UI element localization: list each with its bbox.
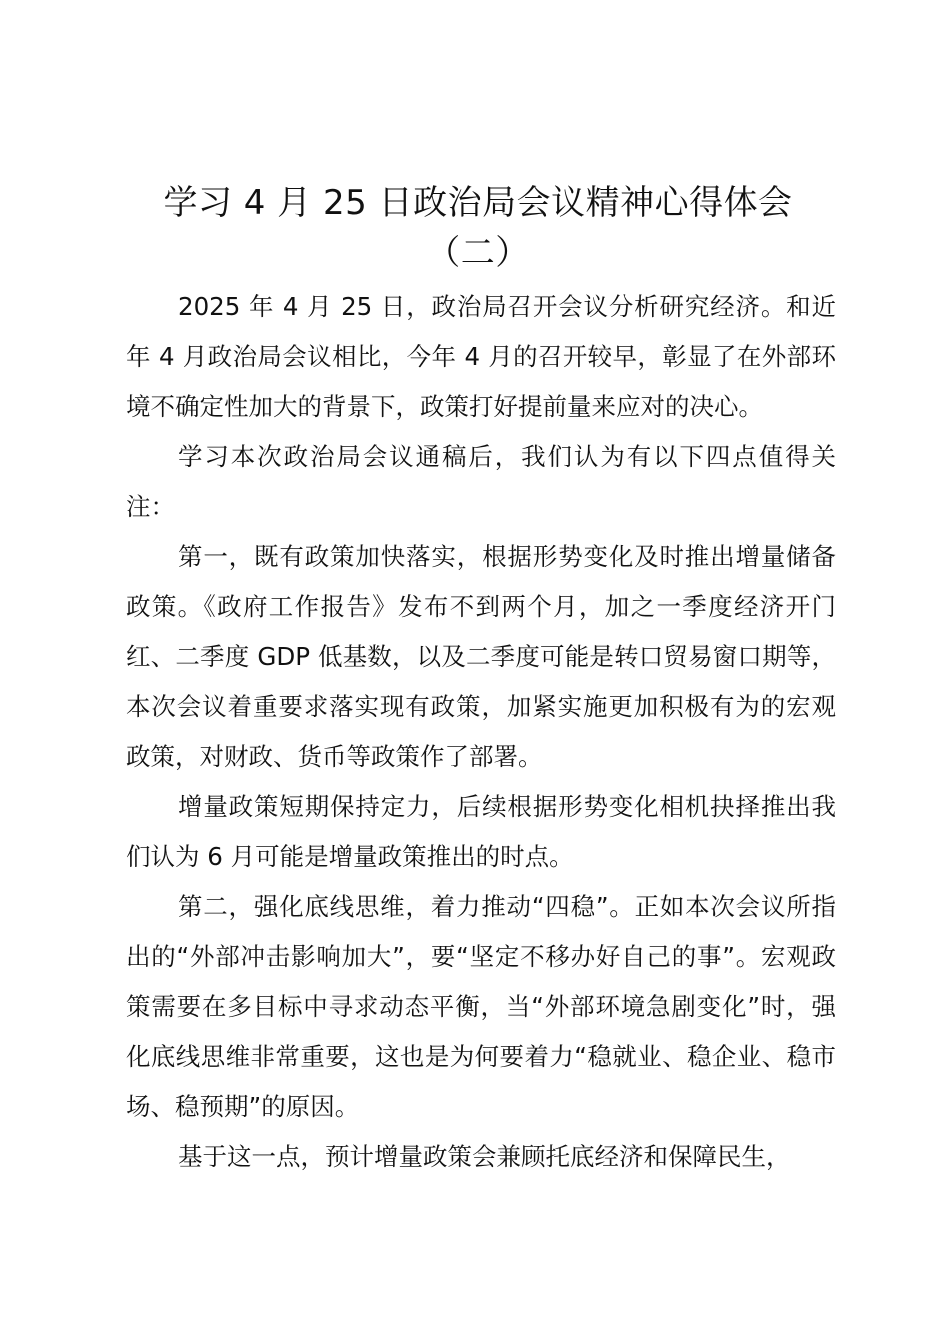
document-title [120, 178, 836, 278]
paragraph-2: 学习本次政治局会议通稿后，我们认为有以下四点值得关注： [126, 442, 836, 521]
paragraph-5: 第二，强化底线思维，着力推动“四稳”。正如本次会议所指出的“外部冲击影响加大”，要“坚定不移办好自己的事”。宏观政策需要在多目标中寻求动态平衡，当“外部环境急剧变化”时，强化底线思维非常重要，这也是为何要着力“稳就业、稳企业、稳市场、稳预期”的原因。 [126, 892, 836, 1121]
paragraph-6: 基于这一点，预计增量政策会兼顾托底经济和保障民生， [178, 1142, 791, 1171]
paragraph-1: 2025 年 4 月 25 日，政治局召开会议分析研究经济。和近年 4 月政治局会议相比，今年 4 月的召开较早，彰显了在外部环境不确定性加大的背景下，政策打好提前量来应对的决心。 [126, 292, 836, 421]
title-line-2: （二） [426, 233, 530, 273]
paragraph-4: 增量政策短期保持定力，后续根据形势变化相机抉择推出我们认为 6 月可能是增量政策推出的时点。 [126, 792, 836, 871]
document-body [126, 282, 836, 1182]
title-line-1: 学习 4 月 25 日政治局会议精神心得体会 [163, 183, 793, 223]
paragraph-3: 第一，既有政策加快落实，根据形势变化及时推出增量储备政策。《政府工作报告》发布不到两个月，加之一季度经济开门红、二季度 GDP 低基数，以及二季度可能是转口贸易窗口期等，本次会议着重要求落实现有政策，加紧实施更加积极有为的宏观政策，对财政、货币等政策作了部署。 [126, 542, 836, 771]
